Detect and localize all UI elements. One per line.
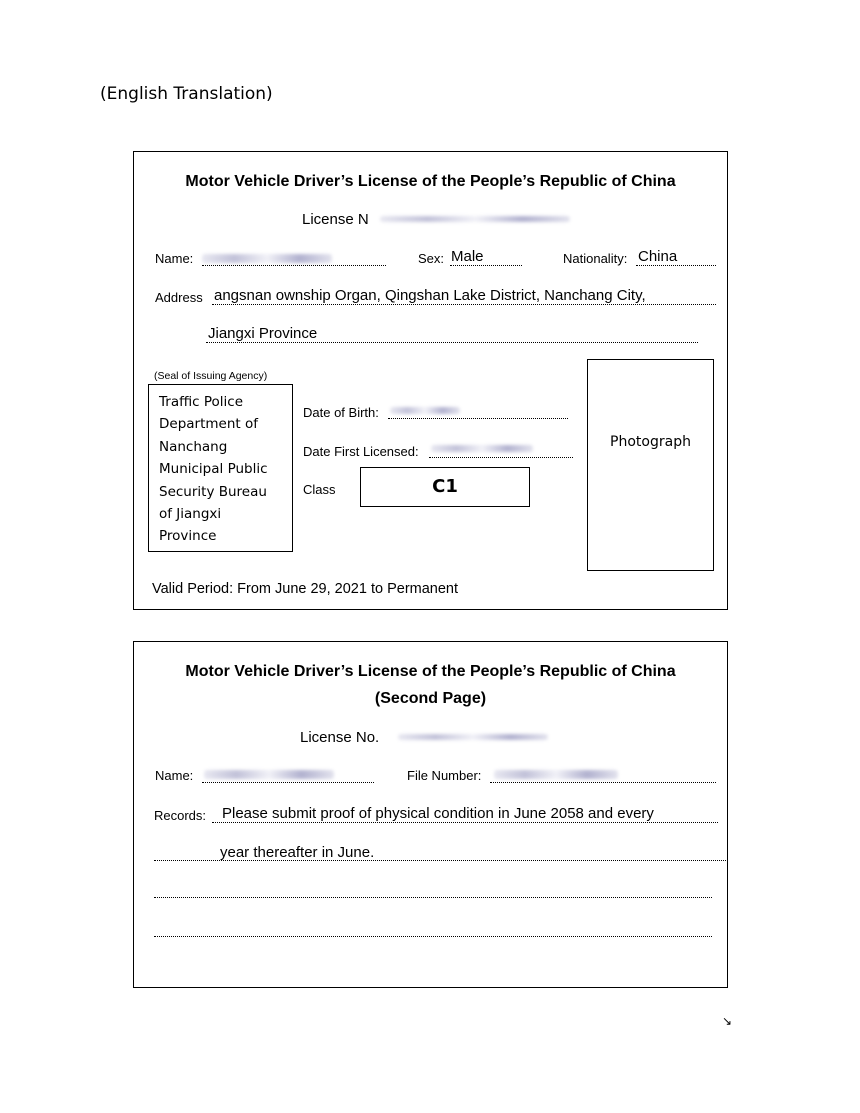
- address-line-2: Jiangxi Province: [208, 325, 318, 342]
- name-underline: [202, 265, 386, 266]
- seal-line: Department of: [159, 416, 258, 433]
- license-title: Motor Vehicle Driver’s License of the People’s Republic of China: [185, 173, 676, 190]
- records-label: Records:: [154, 808, 207, 823]
- records-underline-4: [154, 936, 712, 937]
- records-line-2: year thereafter in June.: [220, 844, 375, 861]
- seal-line: Nanchang: [159, 438, 228, 455]
- records-underline-3: [154, 897, 712, 898]
- sex-value: Male: [451, 248, 484, 265]
- name-label-second: Name:: [155, 768, 194, 783]
- second-page-subtitle: (Second Page): [374, 690, 487, 707]
- photograph-box: [587, 359, 714, 571]
- seal-line: Security Bureau: [159, 483, 267, 500]
- address-line-1: angsnan ownship Organ, Qingshan Lake District, Nanchang City,: [214, 287, 646, 304]
- license-number-label: License N: [302, 211, 369, 228]
- name-redacted-second: [204, 770, 334, 779]
- license-first-page: [133, 151, 728, 610]
- license-number-redacted-second: [398, 734, 548, 740]
- nationality-value: China: [638, 248, 678, 265]
- class-value: C1: [360, 467, 530, 507]
- first-licensed-redacted: [431, 445, 533, 452]
- corner-mark: ↘: [722, 1014, 733, 1028]
- sex-underline: [450, 265, 522, 266]
- translation-heading: (English Translation): [100, 84, 273, 104]
- name-label: Name:: [155, 251, 194, 266]
- records-underline-1: [212, 822, 718, 823]
- license-number-redacted: [380, 216, 570, 222]
- name-redacted: [202, 254, 332, 263]
- dob-underline: [388, 418, 568, 419]
- license-number-label-second: License No.: [300, 729, 380, 746]
- file-number-redacted: [494, 770, 618, 779]
- class-label: Class: [303, 482, 336, 497]
- records-line-1: Please submit proof of physical condition in June 2058 and every: [222, 805, 654, 822]
- first-licensed-label: Date First Licensed:: [303, 444, 419, 459]
- seal-label: (Seal of Issuing Agency): [154, 370, 268, 382]
- sex-label: Sex:: [418, 251, 445, 266]
- file-number-label: File Number:: [407, 768, 482, 783]
- license-second-page: [133, 641, 728, 988]
- address-underline-1: [212, 304, 716, 305]
- address-label: Address: [155, 290, 203, 305]
- photograph-label: Photograph: [610, 434, 691, 450]
- dob-redacted: [390, 407, 460, 414]
- nationality-label: Nationality:: [563, 251, 628, 266]
- license-title-second: Motor Vehicle Driver’s License of the People’s Republic of China: [185, 663, 676, 680]
- valid-period: Valid Period: From June 29, 2021 to Permanent: [152, 581, 459, 597]
- first-licensed-underline: [429, 457, 573, 458]
- file-number-underline: [490, 782, 716, 783]
- seal-line: Traffic Police: [159, 394, 243, 410]
- name-underline-second: [202, 782, 374, 783]
- records-underline-2: [154, 860, 726, 861]
- seal-line: of Jiangxi: [159, 506, 222, 523]
- nationality-underline: [636, 265, 716, 266]
- seal-line: Municipal Public: [159, 461, 268, 478]
- dob-label: Date of Birth:: [303, 405, 379, 420]
- seal-line: Province: [159, 528, 217, 545]
- issuing-agency-seal: [148, 384, 293, 552]
- address-underline-2: [206, 342, 698, 343]
